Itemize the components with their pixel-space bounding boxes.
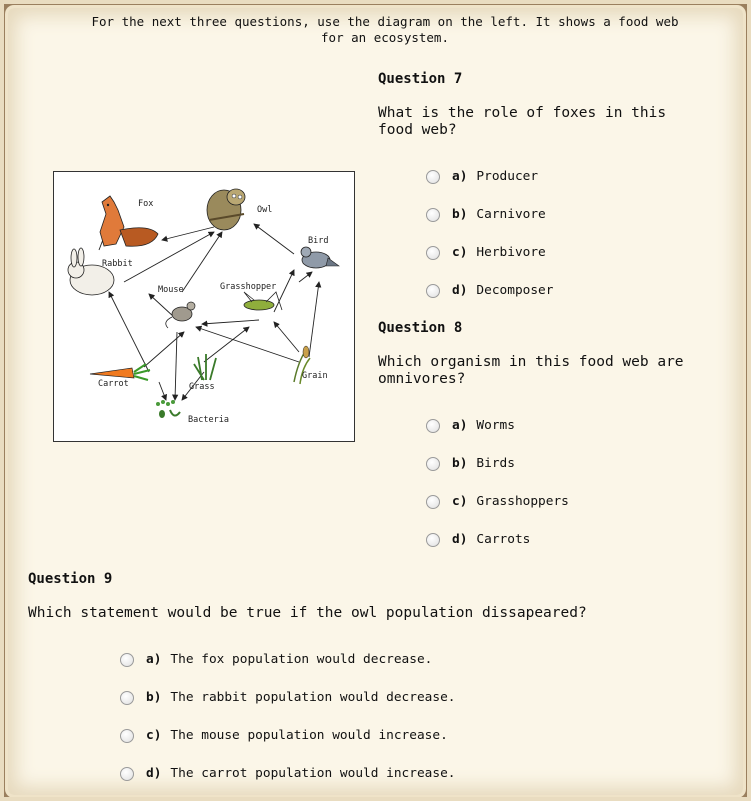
question-8-option-d[interactable]: d) Carrots [426,532,530,547]
option-label: Herbivore [476,245,546,260]
bacteria-icon [156,400,180,418]
carrot-icon [90,364,150,380]
radio-button[interactable] [120,767,134,781]
grass-icon [194,354,216,380]
question-9-option-d[interactable]: d) The carrot population would increase. [120,766,455,781]
question-9-title: Question 9 [28,571,113,587]
question-9-option-a[interactable]: a) The fox population would decrease. [120,652,432,667]
option-label: Decomposer [476,283,554,298]
owl-icon [207,189,245,230]
question-8-option-c[interactable]: c) Grasshoppers [426,494,569,509]
radio-button[interactable] [120,653,134,667]
radio-button[interactable] [426,246,440,260]
bird-icon [301,247,339,268]
option-label: The fox population would decrease. [170,652,433,667]
instructions-text: For the next three questions, use the diagram on the left. It shows a food web for an ecosystem. [91,14,679,45]
label-carrot: Carrot [98,379,129,389]
question-7-option-a[interactable]: a) Producer [426,169,538,184]
question-7-option-b[interactable]: b) Carnivore [426,207,546,222]
label-mouse: Mouse [158,285,184,295]
option-label: The rabbit population would decrease. [170,690,456,705]
option-label: The carrot population would increase. [170,766,456,781]
radio-button[interactable] [426,284,440,298]
question-7-title: Question 7 [378,71,463,87]
label-grain: Grain [302,371,328,381]
question-9-option-c[interactable]: c) The mouse population would increase. [120,728,448,743]
label-bacteria: Bacteria [188,415,229,425]
question-9-option-b[interactable]: b) The rabbit population would decrease. [120,690,455,705]
option-label: Carnivore [476,207,546,222]
mouse-icon [166,302,195,328]
question-9-text: Which statement would be true if the owl population dissapeared? [28,605,587,621]
question-7-option-d[interactable]: d) Decomposer [426,283,553,298]
radio-button[interactable] [426,419,440,433]
radio-button[interactable] [426,208,440,222]
food-web-diagram [53,171,355,442]
label-fox: Fox [138,199,154,209]
question-8-option-b[interactable]: b) Birds [426,456,515,471]
option-label: Grasshoppers [476,494,569,509]
label-grass: Grass [189,382,215,392]
label-bird: Bird [308,236,329,246]
option-label: Birds [476,456,515,471]
label-rabbit: Rabbit [102,259,133,269]
question-8-title: Question 8 [378,320,463,336]
radio-button[interactable] [120,729,134,743]
question-8-text: Which organism in this food web are omnivores? [378,354,684,387]
radio-button[interactable] [426,457,440,471]
label-owl: Owl [257,205,273,215]
label-grasshopper: Grasshopper [220,282,277,292]
radio-button[interactable] [426,533,440,547]
radio-button[interactable] [426,170,440,184]
rabbit-icon [68,248,114,295]
radio-button[interactable] [120,691,134,705]
option-label: The mouse population would increase. [170,728,448,743]
option-label: Producer [476,169,539,184]
option-label: Carrots [476,532,531,547]
option-label: Worms [476,418,515,433]
question-7-option-c[interactable]: c) Herbivore [426,245,546,260]
radio-button[interactable] [426,495,440,509]
question-7-text: What is the role of foxes in this food web? [378,105,667,138]
question-8-option-a[interactable]: a) Worms [426,418,515,433]
